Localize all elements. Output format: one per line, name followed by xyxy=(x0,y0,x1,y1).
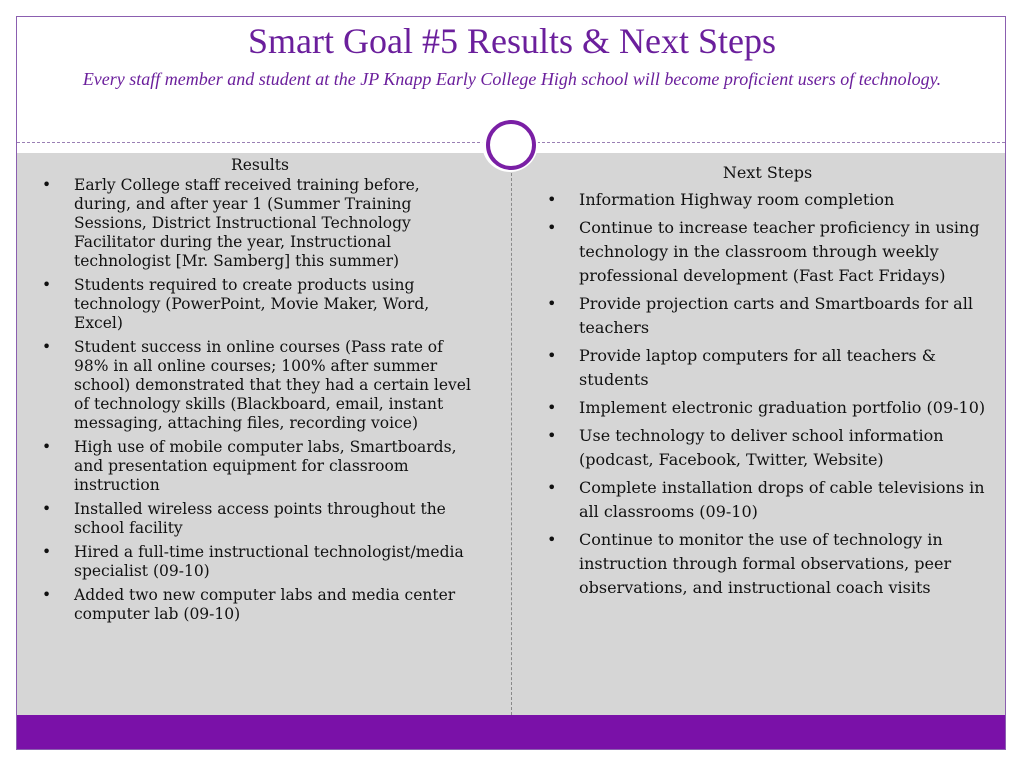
results-item: • Students required to create products using technology (PowerPoint, Movie Maker, Word, Excel) xyxy=(40,276,480,333)
next-steps-heading: Next Steps xyxy=(722,163,813,182)
results-item: • High use of mobile computer labs, Smartboards, and presentation equipment for classroom instruction xyxy=(40,438,480,495)
next-steps-item: • Provide laptop computers for all teachers & students xyxy=(545,344,990,392)
bottom-accent-bar xyxy=(17,715,1005,749)
slide-title: Smart Goal #5 Results & Next Steps xyxy=(248,21,776,61)
next-steps-item: • Use technology to deliver school information (podcast, Facebook, Twitter, Website) xyxy=(545,424,990,472)
results-list xyxy=(40,176,480,624)
results-heading: Results xyxy=(231,156,289,174)
next-steps-item: • Implement electronic graduation portfolio (09-10) xyxy=(545,396,990,420)
next-steps-item: • Continue to increase teacher proficiency in using technology in the classroom through weekly professional development (Fast Fact Fridays) xyxy=(545,216,990,288)
results-item: • Added two new computer labs and media center computer lab (09-10) xyxy=(40,586,480,624)
results-item: • Early College staff received training before, during, and after year 1 (Summer Training Sessions, District Instructional Technology Facilitator during the year, Instructional technologist [Mr. Samberg] this summer) xyxy=(40,176,480,271)
results-item: • Hired a full-time instructional technologist/media specialist (09-10) xyxy=(40,543,480,581)
next-steps-item: • Information Highway room completion xyxy=(545,188,990,212)
column-separator xyxy=(511,153,512,715)
slide-subtitle: Every staff member and student at the JP Knapp Early College High school will become proficient users of technology. xyxy=(82,69,942,89)
circle-ornament-icon xyxy=(486,120,536,170)
next-steps-list xyxy=(545,188,990,600)
next-steps-item: • Continue to monitor the use of technology in instruction through formal observations, peer observations, and instructional coach visits xyxy=(545,528,990,600)
next-steps-column xyxy=(545,161,990,604)
results-item: • Student success in online courses (Pass rate of 98% in all online courses; 100% after summer school) demonstrated that they had a certain level of technology skills (Blackboard, email, instant messaging, attaching files, recording voice) xyxy=(40,338,480,433)
results-column xyxy=(40,156,480,629)
next-steps-item: • Provide projection carts and Smartboards for all teachers xyxy=(545,292,990,340)
results-item: • Installed wireless access points throughout the school facility xyxy=(40,500,480,538)
next-steps-item: • Complete installation drops of cable televisions in all classrooms (09-10) xyxy=(545,476,990,524)
